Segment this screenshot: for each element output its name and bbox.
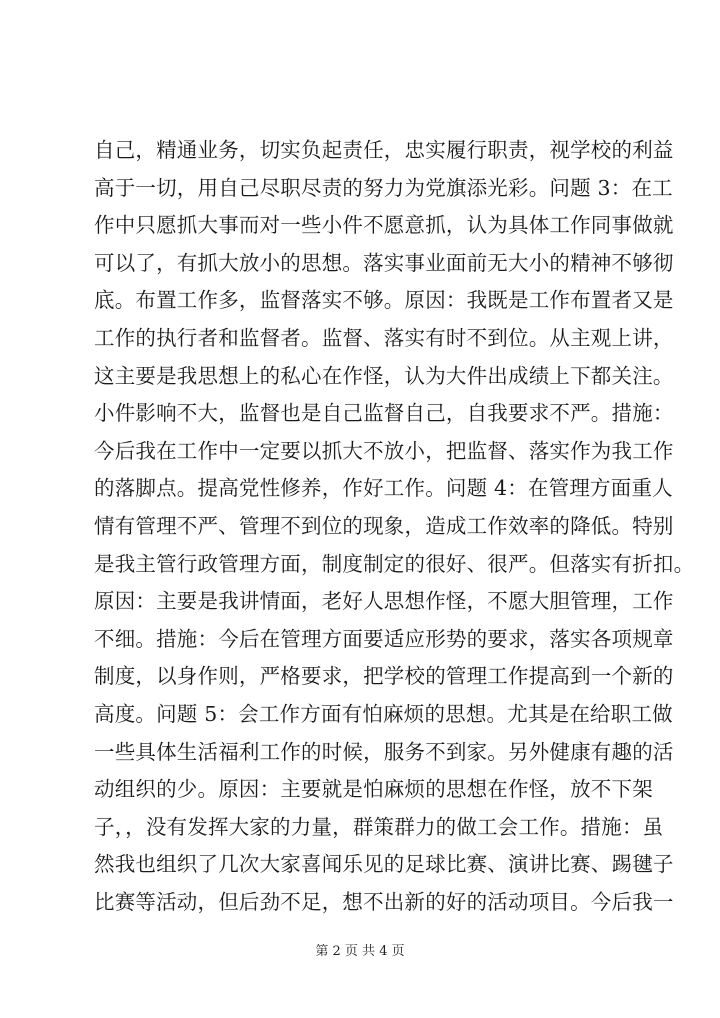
- page-footer: 第 2 页 共 4 页: [315, 944, 405, 959]
- text-line: 然我也组织了几次大家喜闻乐见的足球比赛、演讲比赛、踢毽子: [94, 852, 674, 877]
- text-line: 小件影响不大，监督也是自己监督自己，自我要求不严。措施：: [94, 401, 674, 426]
- text-line: 可以了，有抓大放小的思想。落实事业面前无大小的精神不够彻: [94, 250, 674, 275]
- text-line: 一些具体生活福利工作的时候，服务不到家。另外健康有趣的活: [94, 739, 674, 764]
- text-line: 制度，以身作则，严格要求，把学校的管理工作提高到一个新的: [94, 664, 674, 689]
- text-line: 动组织的少。原因：主要就是怕麻烦的思想在作怪，放不下架: [94, 777, 653, 802]
- text-line: 比赛等活动，但后劲不足，想不出新的好的活动项目。今后我一: [94, 889, 674, 914]
- text-line: 不细。措施：今后在管理方面要适应形势的要求，落实各项规章: [94, 626, 674, 651]
- text-line: 高于一切，用自己尽职尽责的努力为党旗添光彩。问题 3：在工: [94, 175, 673, 200]
- text-line: 这主要是我思想上的私心在作怪，认为大件出成绩上下都关注。: [94, 363, 674, 388]
- body-text: [94, 132, 695, 921]
- text-line: 原因：主要是我讲情面，老好人思想作怪，不愿大胆管理，工作: [94, 589, 674, 614]
- text-line: 作中只愿抓大事而对一些小件不愿意抓，认为具体工作同事做就: [94, 213, 674, 238]
- text-line: 高度。问题 5：会工作方面有怕麻烦的思想。尤其是在给职工做: [94, 701, 673, 726]
- text-line: 底。布置工作多，监督落实不够。原因：我既是工作布置者又是: [94, 288, 674, 313]
- text-line: 情有管理不严、管理不到位的现象，造成工作效率的降低。特别: [94, 513, 674, 538]
- text-line: 子，，没有发挥大家的力量，群策群力的做工会工作。措施：虽: [94, 814, 664, 839]
- text-line: 的落脚点。提高党性修养，作好工作。问题 4：在管理方面重人: [94, 476, 673, 501]
- text-line: 今后我在工作中一定要以抓大不放小，把监督、落实作为我工作: [94, 438, 674, 463]
- text-line: 自己，精通业务，切实负起责任，忠实履行职责，视学校的利益: [94, 138, 674, 162]
- text-line: 工作的执行者和监督者。监督、落实有时不到位。从主观上讲，: [94, 325, 674, 350]
- text-line: 是我主管行政管理方面，制度制定的很好、很严。但落实有折扣。: [94, 551, 695, 576]
